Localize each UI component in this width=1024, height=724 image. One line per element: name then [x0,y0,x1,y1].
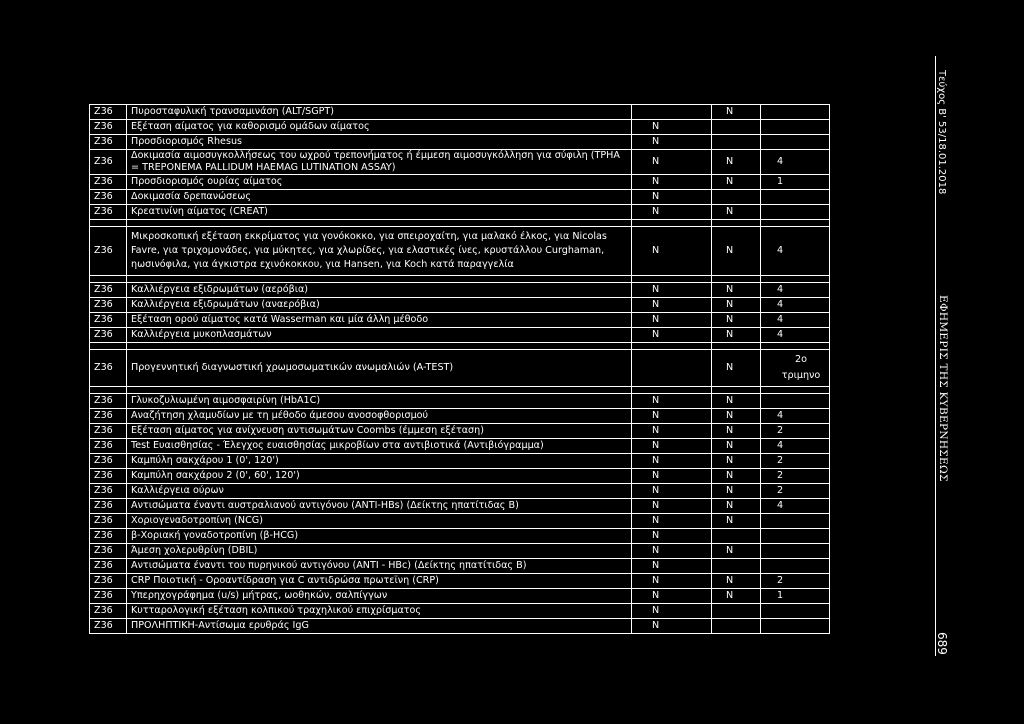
code-cell: Ζ36 [90,120,127,135]
flag-1-cell: N [632,175,712,190]
frequency-cell: 2ο τριμηνο [761,350,830,387]
description-cell: Εξέταση αίματος για καθορισμό ομάδων αίματος [127,120,632,135]
flag-1-cell: N [632,514,712,529]
description-cell: Αναζήτηση χλαμυδίων με τη μέθοδο άμεσου ανοσοφθορισμού [127,409,632,424]
description-cell: Δοκιμασία αιμοσυγκολλήσεως του ωχρού τρεπονήματος ή έμμεση αιμοσυγκόλληση για σύφιλη (TPHA = TREPONEMA PALLIDUM HAEMAG LUTINATION ASSAY) [127,150,632,175]
flag-1-cell: N [632,283,712,298]
frequency-cell: 4 [761,409,830,424]
code-cell: Ζ36 [90,604,127,619]
table-row [90,499,830,514]
frequency-cell [761,135,830,150]
frequency-cell [761,619,830,634]
table-row [90,298,830,313]
frequency-cell: 4 [761,227,830,276]
frequency-cell: 4 [761,298,830,313]
frequency-cell [761,190,830,205]
code-cell: Ζ36 [90,205,127,220]
table-gap-row [90,276,830,283]
flag-1-cell: N [632,150,712,175]
flag-1-cell: N [632,619,712,634]
gap-cell [712,276,761,283]
code-cell: Ζ36 [90,394,127,409]
table-row [90,559,830,574]
description-cell: Μικροσκοπική εξέταση εκκρίματος για γονόκοκκο, για σπειροχαίτη, για μαλακό έλκος, για Nicolas Favre, για τριχομονάδες, για μύκητες, για χλωρίδες, για ελαστικές ίνες, κρυστάλλου Curghaman, ηωσινόφιλα, για άγκιστρα εχινόκοκκου, για Hansen, για Koch κατά παραγγελία [127,227,632,276]
flag-1-cell: N [632,298,712,313]
description-cell: Χοριογεναδοτροπίνη (NCG) [127,514,632,529]
table-row [90,120,830,135]
flag-2-cell [712,619,761,634]
code-cell: Ζ36 [90,484,127,499]
frequency-cell: 4 [761,313,830,328]
exam-table-body [90,105,830,634]
flag-2-cell [712,120,761,135]
flag-1-cell: N [632,120,712,135]
description-cell: Καλλιέργεια εξιδρωμάτων (αερόβια) [127,283,632,298]
code-cell: Ζ36 [90,559,127,574]
table-row [90,350,830,387]
flag-1-cell: N [632,135,712,150]
description-cell: Προγεννητική διαγνωστική χρωμοσωματικών ανωμαλιών (A-TEST) [127,350,632,387]
frequency-cell: 2 [761,469,830,484]
description-cell: Καλλιέργεια ούρων [127,484,632,499]
flag-1-cell: N [632,328,712,343]
gap-cell [127,343,632,350]
description-cell: Εξέταση αίματος για ανίχνευση αντισωμάτων Coombs (έμμεση εξέταση) [127,424,632,439]
code-cell: Ζ36 [90,175,127,190]
table-row [90,454,830,469]
table-row [90,439,830,454]
issue-label: Τεύχος Β' 53/18.01.2018 [936,70,947,195]
flag-1-cell [632,350,712,387]
flag-1-cell: N [632,559,712,574]
description-cell: Άμεση χολερυθρίνη (DBIL) [127,544,632,559]
code-cell: Ζ36 [90,328,127,343]
description-cell: Κρεατινίνη αίματος (CREAT) [127,205,632,220]
description-cell: Πυροσταφυλική τρανσαμινάση (ALT/SGPT) [127,105,632,120]
code-cell: Ζ36 [90,350,127,387]
flag-2-cell [712,604,761,619]
frequency-cell: 2 [761,454,830,469]
gap-cell [632,343,712,350]
flag-1-cell: N [632,313,712,328]
flag-2-cell: N [712,469,761,484]
table-row [90,604,830,619]
flag-1-cell: N [632,409,712,424]
description-cell: Προσδιορισμός ουρίας αίματος [127,175,632,190]
flag-1-cell: N [632,589,712,604]
gap-cell [90,220,127,227]
description-cell: Αντισώματα έναντι αυστραλιανού αντιγόνου (ANTI-HBs) (Δείκτης ηπατίτιδας Β) [127,499,632,514]
frequency-cell [761,514,830,529]
description-cell: Προσδιορισμός Rhesus [127,135,632,150]
flag-1-cell: N [632,484,712,499]
description-cell: Καλλιέργεια μυκοπλασμάτων [127,328,632,343]
table-row [90,424,830,439]
table-row [90,135,830,150]
flag-2-cell: N [712,454,761,469]
table-row [90,190,830,205]
flag-2-cell: N [712,150,761,175]
frequency-cell [761,394,830,409]
flag-1-cell: N [632,604,712,619]
frequency-cell [761,120,830,135]
table-row [90,589,830,604]
exam-table [89,104,830,634]
flag-1-cell: N [632,190,712,205]
flag-1-cell: N [632,499,712,514]
description-cell: Γλυκοζυλιωμένη αιμοσφαιρίνη (HbA1C) [127,394,632,409]
frequency-cell [761,544,830,559]
gap-cell [761,387,830,394]
code-cell: Ζ36 [90,514,127,529]
description-cell: Καμπύλη σακχάρου 1 (0', 120') [127,454,632,469]
table-row [90,150,830,175]
gap-cell [90,387,127,394]
page-number: 689 [935,632,949,655]
frequency-cell: 2 [761,484,830,499]
table-row [90,227,830,276]
table-row [90,205,830,220]
flag-2-cell: N [712,205,761,220]
gap-cell [712,220,761,227]
frequency-cell: 1 [761,589,830,604]
table-row [90,313,830,328]
description-cell: Αντισώματα έναντι του πυρηνικού αντιγόνου (ANTI - HBc) (Δείκτης ηπατίτιδας Β) [127,559,632,574]
table-row [90,529,830,544]
code-cell: Ζ36 [90,190,127,205]
table-row [90,105,830,120]
flag-2-cell: N [712,484,761,499]
flag-2-cell: N [712,499,761,514]
table-row [90,328,830,343]
frequency-cell [761,105,830,120]
table-gap-row [90,220,830,227]
frequency-cell [761,205,830,220]
description-cell: Εξέταση ορού αίματος κατά Wasserman και μία άλλη μέθοδο [127,313,632,328]
flag-2-cell [712,135,761,150]
table-gap-row [90,343,830,350]
gap-cell [761,220,830,227]
description-cell: Test Ευαισθησίας - Έλεγχος ευαισθησίας μικροβίων στα αντιβιοτικά (Αντιβιόγραμμα) [127,439,632,454]
code-cell: Ζ36 [90,589,127,604]
description-cell: Δοκιμασία δρεπανώσεως [127,190,632,205]
flag-2-cell: N [712,105,761,120]
flag-1-cell: N [632,574,712,589]
gap-cell [90,343,127,350]
gap-cell [127,220,632,227]
code-cell: Ζ36 [90,150,127,175]
code-cell: Ζ36 [90,544,127,559]
gap-cell [632,387,712,394]
flag-1-cell: N [632,544,712,559]
gap-cell [761,343,830,350]
flag-2-cell [712,559,761,574]
gap-cell [127,387,632,394]
flag-2-cell: N [712,424,761,439]
frequency-cell: 4 [761,150,830,175]
flag-2-cell: N [712,350,761,387]
table-row [90,484,830,499]
code-cell: Ζ36 [90,574,127,589]
code-cell: Ζ36 [90,135,127,150]
flag-2-cell: N [712,313,761,328]
flag-1-cell: N [632,529,712,544]
flag-2-cell: N [712,544,761,559]
flag-2-cell: N [712,227,761,276]
flag-1-cell: N [632,469,712,484]
table-row [90,175,830,190]
table-row [90,394,830,409]
flag-1-cell: N [632,394,712,409]
flag-2-cell: N [712,574,761,589]
frequency-cell: 4 [761,499,830,514]
flag-2-cell: N [712,589,761,604]
frequency-cell: 4 [761,283,830,298]
flag-2-cell: N [712,514,761,529]
gap-cell [761,276,830,283]
flag-1-cell: N [632,227,712,276]
code-cell: Ζ36 [90,499,127,514]
flag-2-cell: N [712,328,761,343]
frequency-cell [761,604,830,619]
journal-title: ΕΦΗΜΕΡΙΣ ΤΗΣ ΚΥΒΕΡΝΗΣΕΩΣ [937,295,949,482]
flag-2-cell: N [712,175,761,190]
table-row [90,574,830,589]
description-cell: Καλλιέργεια εξιδρωμάτων (αναερόβια) [127,298,632,313]
flag-1-cell [632,105,712,120]
gap-cell [632,276,712,283]
description-cell: Καμπύλη σακχάρου 2 (0', 60', 120') [127,469,632,484]
gap-cell [632,220,712,227]
description-cell: β-Χοριακή γοναδοτροπίνη (β-HCG) [127,529,632,544]
frequency-cell: 2 [761,574,830,589]
code-cell: Ζ36 [90,469,127,484]
code-cell: Ζ36 [90,439,127,454]
code-cell: Ζ36 [90,529,127,544]
table-row [90,469,830,484]
code-cell: Ζ36 [90,298,127,313]
gap-cell [712,387,761,394]
flag-1-cell: N [632,424,712,439]
flag-2-cell: N [712,439,761,454]
flag-2-cell: N [712,409,761,424]
code-cell: Ζ36 [90,454,127,469]
code-cell: Ζ36 [90,105,127,120]
description-cell: Κυτταρολογική εξέταση κολπικού τραχηλικού επιχρίσματος [127,604,632,619]
gap-cell [712,343,761,350]
description-cell: CRP Ποιοτική - Οροαντίδραση για C αντιδρώσα πρωτεϊνη (CRP) [127,574,632,589]
code-cell: Ζ36 [90,227,127,276]
table-gap-row [90,387,830,394]
frequency-cell: 2 [761,424,830,439]
frequency-cell: 4 [761,328,830,343]
frequency-cell: 4 [761,439,830,454]
gap-cell [90,276,127,283]
description-cell: ΠΡΟΛΗΠΤΙΚΗ-Αντίσωμα ερυθράς IgG [127,619,632,634]
code-cell: Ζ36 [90,424,127,439]
flag-1-cell: N [632,205,712,220]
flag-1-cell: N [632,439,712,454]
table-row [90,283,830,298]
description-cell: Υπερηχογράφημα (u/s) μήτρας, ωοθηκών, σαλπίγγων [127,589,632,604]
flag-2-cell [712,190,761,205]
frequency-cell: 1 [761,175,830,190]
table-row [90,409,830,424]
code-cell: Ζ36 [90,283,127,298]
table-row [90,514,830,529]
code-cell: Ζ36 [90,409,127,424]
flag-2-cell: N [712,283,761,298]
gap-cell [127,276,632,283]
frequency-cell [761,559,830,574]
flag-2-cell [712,529,761,544]
frequency-cell [761,529,830,544]
code-cell: Ζ36 [90,619,127,634]
flag-1-cell: N [632,454,712,469]
code-cell: Ζ36 [90,313,127,328]
table-row [90,544,830,559]
table-row [90,619,830,634]
flag-2-cell: N [712,298,761,313]
flag-2-cell: N [712,394,761,409]
